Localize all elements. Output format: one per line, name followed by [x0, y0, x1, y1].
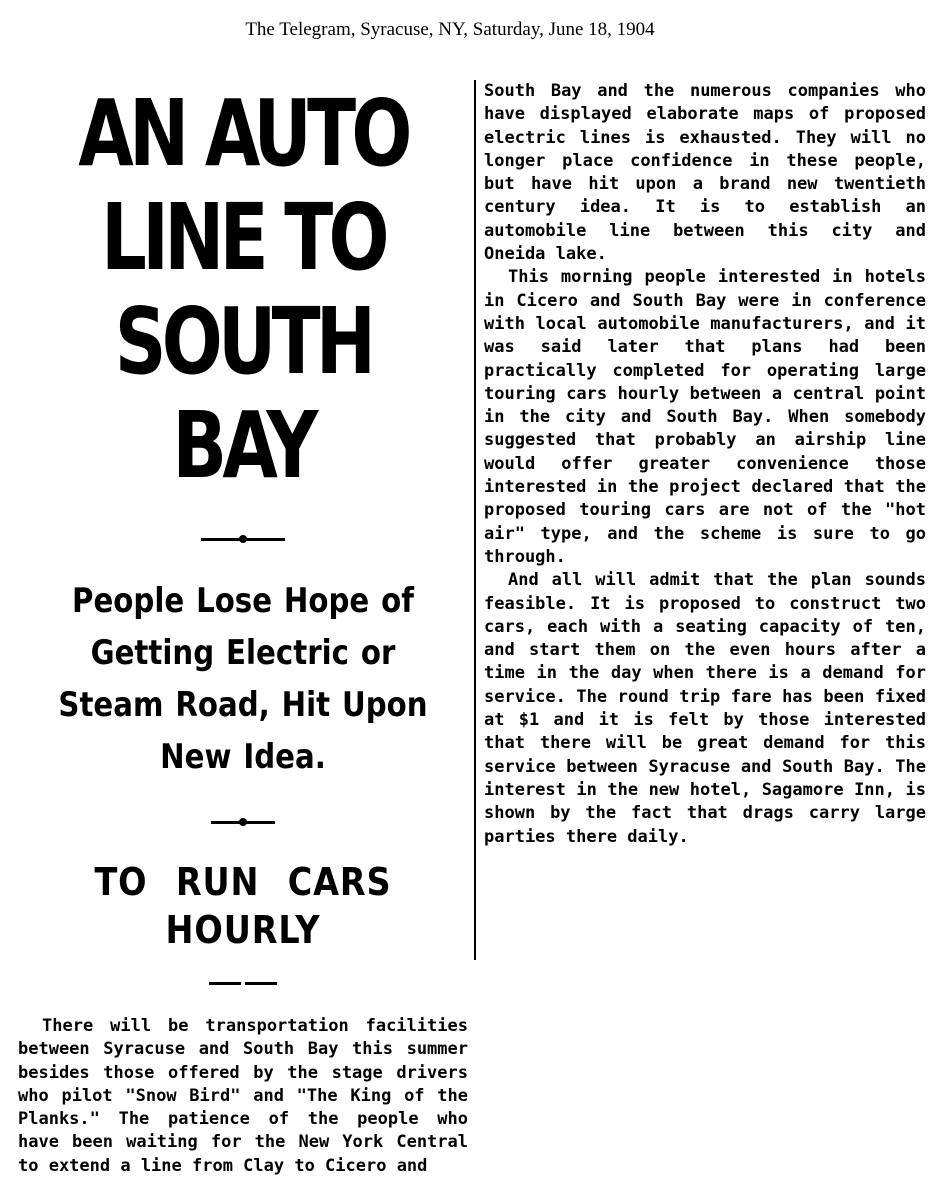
- ornamental-rule: [211, 821, 275, 824]
- left-column: [18, 80, 468, 1176]
- ornamental-rule: [201, 538, 285, 541]
- deck-headline: People Lose Hope of Getting Electric or Steam Road, Hit Upon New Idea.: [58, 581, 428, 777]
- column-rule: [474, 80, 476, 960]
- lead-paragraph: There will be transportation facilities between Syracuse and South Bay this summer besides those offered by the stage drivers who pilot "Snow Bird" and "The King of the Planks." The patience of the people who have been waiting for the New York Central to extend a line from Clay to Cicero and: [18, 1016, 468, 1176]
- subheadline: TO RUN CARS HOURLY: [94, 860, 392, 952]
- article-paragraph: South Bay and the numerous companies who have displayed elaborate maps of proposed electric lines is exhausted. They will no longer place confidence in these people, but have hit upon a brand new twentieth century idea. It is to establish an automobile line between this city and Oneida lake.: [484, 81, 926, 265]
- ornamental-rule: [207, 982, 279, 985]
- headline: AN AUTO LINE TO SOUTH BAY: [78, 80, 408, 499]
- right-column: [484, 80, 926, 960]
- dateline: The Telegram, Syracuse, NY, Saturday, June 18, 1904: [245, 19, 655, 40]
- article-paragraph: And all will admit that the plan sounds feasible. It is proposed to construct two cars, each with a seating capacity of ten, and start them on the even hours after a time in the day when there is a demand for service. The round trip fare has been fixed at $1 and it is felt by those interested that there will be great demand for this service between Syracuse and South Bay. The interest in the new hotel, Sagamore Inn, is shown by the fact that drags carry large parties there daily.: [484, 570, 926, 847]
- article-paragraph: This morning people interested in hotels in Cicero and South Bay were in conference with local automobile manufacturers, and it was said later that plans had been practically completed for operating large touring cars hourly between a central point in the city and South Bay. When somebody suggested that probably an airship line would offer greater convenience those interested in the project declared that the proposed touring cars are not of the "hot air" type, and the scheme is sure to go through.: [484, 267, 926, 567]
